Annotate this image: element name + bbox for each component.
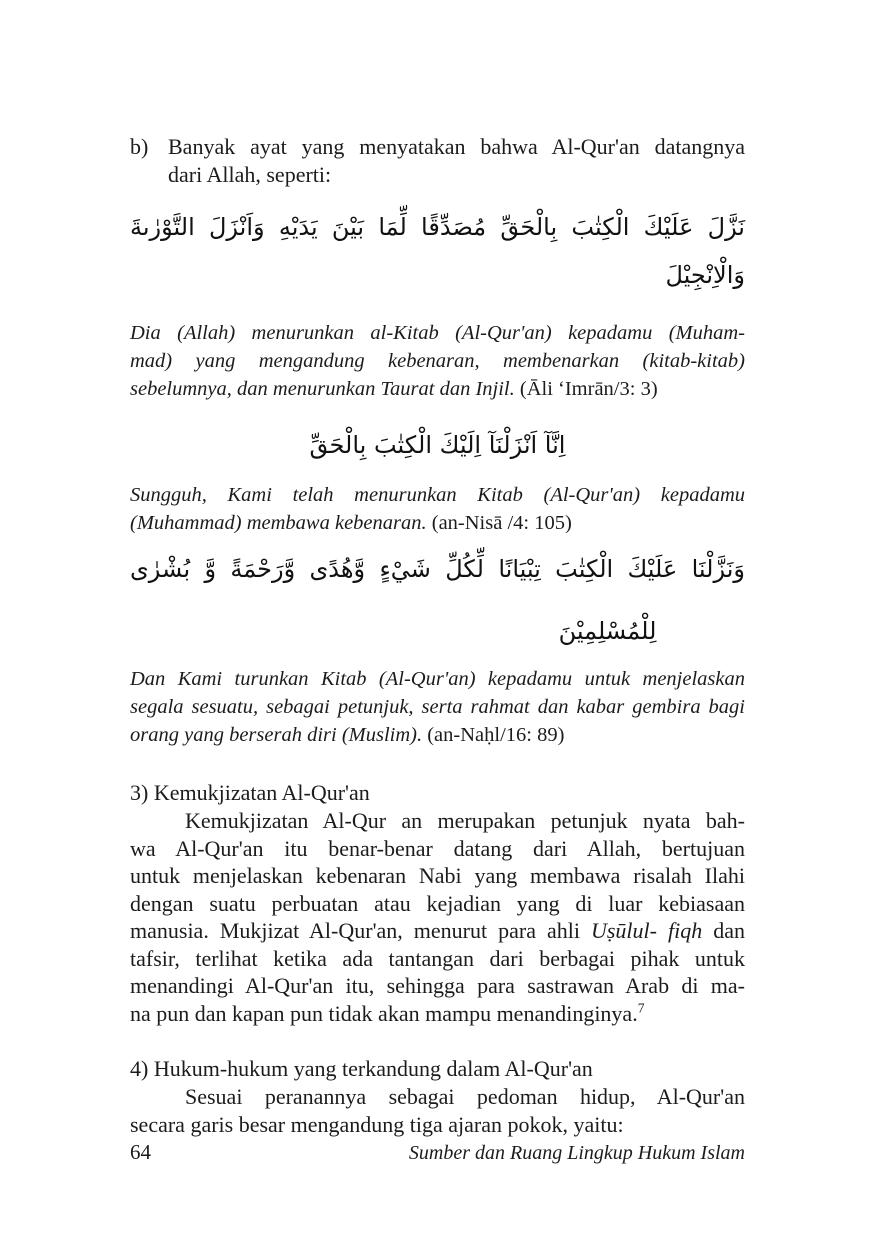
page-footer: [130, 1140, 745, 1165]
text-segment: sebelumnya, dan menurunkan Taurat dan Injil.: [130, 378, 515, 400]
text-segment: wa Al-Qur'an itu benar-benar datang dari Allah, bertujuan: [130, 835, 745, 861]
paragraph-kemukjizatan: [130, 807, 745, 1027]
list-item-b-marker: b): [130, 134, 149, 159]
page-content: [130, 0, 745, 1138]
section-heading-kemukjizatan: 3) Kemukjizatan Al-Qur'an: [130, 780, 370, 805]
text-segment: 7: [637, 1000, 645, 1016]
arabic-verse-an-nisa-4-105: [130, 421, 745, 469]
translation-ali-imran-3-3: [130, 319, 745, 403]
arabic-verse-an-nahl-16-89: [130, 545, 745, 655]
translation-an-nisa-4-105: [130, 481, 745, 537]
text-segment: (Muhammad) membawa kebenaran.: [130, 512, 427, 534]
text-segment: tafsir, terlihat ketika ada tantangan dari berbagai pihak untuk: [130, 945, 745, 971]
text-segment: وَنَزَّلْنَا عَلَيْكَ الْكِتٰبَ تِبْيَانًا لِّكُلِّ شَيْءٍ وَّهُدًى وَّرَحْمَةً وَّ بُشْرٰى: [130, 555, 745, 583]
text-segment: اِنَّآ اَنْزَلْنَآ اِلَيْكَ الْكِتٰبَ بِالْحَقِّ: [309, 431, 566, 459]
list-item-b: [130, 133, 745, 189]
text-segment: mad) yang mengandung kebenaran, membenarkan (kitab-kitab): [130, 350, 745, 372]
text-segment: segala sesuatu, sebagai petunjuk, serta rahmat dan kabar gembira bagi: [130, 696, 745, 718]
text-segment: (an-Naḥl/16: 89): [422, 724, 565, 746]
text-segment: dari Allah, seperti:: [168, 162, 332, 187]
text-segment: Sungguh, Kami telah menurunkan Kitab (Al-Qur'an) kepadamu: [130, 484, 745, 506]
page-number: 64: [130, 1140, 151, 1164]
text-segment: Dan Kami turunkan Kitab (Al-Qur'an) kepadamu untuk menjelaskan: [130, 668, 745, 690]
text-segment: Banyak ayat yang menyatakan bahwa Al-Qur'an datangnya: [168, 134, 745, 159]
text-segment: Uṣūlul- fiqh: [590, 918, 703, 943]
text-segment: Sesuai peranannya sebagai pedoman hidup, Al-Qur'an: [185, 1084, 745, 1109]
list-item-b-text: [168, 133, 745, 189]
text-segment: (an-Nisā /4: 105): [426, 512, 572, 534]
text-segment: لِلْمُسْلِمِيْنَ: [558, 617, 657, 645]
text-segment: untuk menjelaskan kebenaran Nabi yang membawa risalah Ilahi: [130, 863, 745, 888]
text-segment: Dia (Allah) menurunkan al-Kitab (Al-Qur'an) kepadamu (Muham-: [130, 322, 745, 344]
running-title: Sumber dan Ruang Lingkup Hukum Islam: [408, 1142, 745, 1164]
text-segment: dengan suatu perbuatan atau kejadian yang di luar kebiasaan: [130, 890, 745, 916]
text-segment: dan: [702, 918, 745, 943]
translation-an-nahl-16-89: [130, 665, 745, 749]
text-segment: نَزَّلَ عَلَيْكَ الْكِتٰبَ بِالْحَقِّ مُصَدِّقًا لِّمَا بَيْنَ يَدَيْهِ وَاَنْزَلَ التَّوْرٰىةَ وَالْاِنْجِيْلَ: [130, 213, 745, 289]
text-segment: (Āli ʻImrān/3: 3): [514, 378, 658, 400]
arabic-verse-ali-imran-3-3: [130, 203, 745, 299]
text-segment: orang yang berserah diri (Muslim).: [130, 724, 423, 746]
paragraph-hukum-hukum: [130, 1083, 745, 1138]
text-segment: secara garis besar mengandung tiga ajaran pokok, yaitu:: [130, 1111, 624, 1137]
text-segment: manusia. Mukjizat Al-Qur'an, menurut para ahli: [130, 918, 591, 943]
section-heading-hukum-hukum: 4) Hukum-hukum yang terkandung dalam Al-Qur'an: [130, 1056, 593, 1081]
text-segment: na pun dan kapan pun tidak akan mampu menandinginya.: [130, 1000, 638, 1026]
text-segment: Kemukjizatan Al-Qur an merupakan petunjuk nyata bah-: [185, 808, 745, 833]
text-segment: menandingi Al-Qur'an itu, sehingga para sastrawan Arab di ma-: [130, 973, 745, 998]
